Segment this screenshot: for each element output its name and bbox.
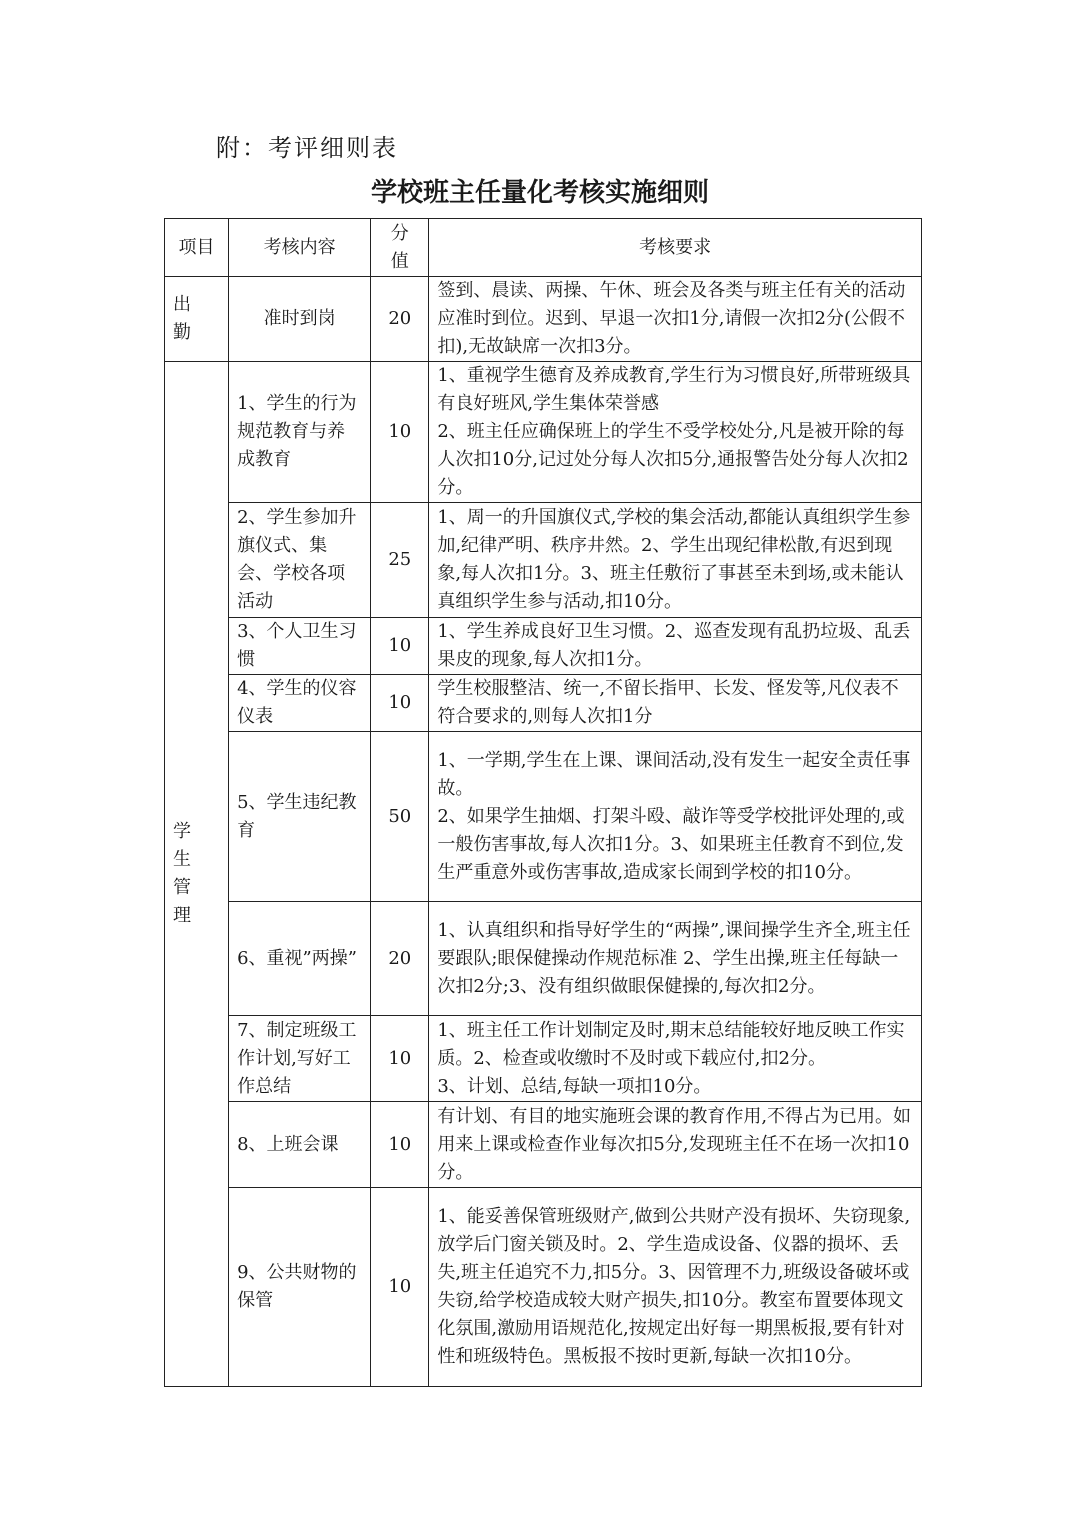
header-content: 考核内容 <box>229 219 371 277</box>
score-cell: 10 <box>371 1188 429 1387</box>
score-cell: 20 <box>371 277 429 362</box>
requirement-cell <box>429 618 922 675</box>
table-row <box>165 362 922 503</box>
requirement-paragraph: 1、班主任工作计划制定及时,期末总结能较好地反映工作实质。2、检查或收缴时不及时或下载应付,扣2分。 <box>437 1019 905 1069</box>
requirement-paragraph: 3、计划、总结,每缺一项扣10分。 <box>437 1075 712 1097</box>
item-cell: 出勤 <box>165 277 229 362</box>
score-cell: 10 <box>371 1102 429 1188</box>
table-row <box>165 902 922 1016</box>
score-cell: 10 <box>371 1016 429 1102</box>
content-cell: 7、制定班级工作计划,写好工作总结 <box>229 1016 371 1102</box>
table-row <box>165 277 922 362</box>
requirement-paragraph: 2、班主任应确保班上的学生不受学校处分,凡是被开除的每人次扣10分,记过处分每人次扣5分,通报警告处分每人次扣2分。 <box>437 421 909 498</box>
document-title: 学校班主任量化考核实施细则 <box>370 178 709 208</box>
score-cell: 25 <box>371 503 429 618</box>
table-row <box>165 618 922 675</box>
requirement-paragraph: 1、认真组织和指导好学生的“两操”,课间操学生齐全,班主任要跟队;眼保健操动作规范标准 2、学生出操,班主任每缺一次扣2分;3、没有组织做眼保健操的,每次扣2分。 <box>437 919 911 997</box>
table-row <box>165 675 922 732</box>
requirement-cell <box>429 675 922 732</box>
score-cell: 50 <box>371 732 429 902</box>
requirement-cell <box>429 1016 922 1102</box>
attachment-label: 附：考评细则表 <box>216 134 398 162</box>
requirement-paragraph: 1、一学期,学生在上课、课间活动,没有发生一起安全责任事故。 <box>437 749 911 799</box>
table-row <box>165 732 922 902</box>
requirement-cell <box>429 732 922 902</box>
requirement-cell <box>429 277 922 362</box>
requirement-paragraph: 2、如果学生抽烟、打架斗殴、敲诈等受学校批评处理的,或一般伤害事故,每人次扣1分。3、如果班主任教育不到位,发生严重意外或伤害事故,造成家长闹到学校的扣10分。 <box>437 805 905 883</box>
item-cell: 学生管理 <box>165 362 229 1387</box>
table-header-row <box>165 219 922 277</box>
requirement-paragraph: 学生校服整洁、统一,不留长指甲、长发、怪发等,凡仪表不符合要求的,则每人次扣1分 <box>437 678 899 727</box>
requirement-cell <box>429 362 922 503</box>
content-cell: 8、上班会课 <box>229 1102 371 1188</box>
table-row <box>165 1016 922 1102</box>
score-cell: 20 <box>371 902 429 1016</box>
requirement-paragraph: 签到、晨读、两操、午休、班会及各类与班主任有关的活动应准时到位。迟到、早退一次扣1分,请假一次扣2分(公假不扣),无故缺席一次扣3分。 <box>437 280 906 357</box>
requirement-cell <box>429 1102 922 1188</box>
header-item: 项目 <box>165 219 229 277</box>
header-score: 分值 <box>371 219 429 277</box>
table-row <box>165 1102 922 1188</box>
requirement-cell <box>429 1188 922 1387</box>
content-cell: 准时到岗 <box>229 277 371 362</box>
requirement-paragraph: 1、周一的升国旗仪式,学校的集会活动,都能认真组织学生参加,纪律严明、秩序井然。2、学生出现纪律松散,有迟到现象,每人次扣1分。3、班主任敷衍了事甚至未到场,或未能认真组织学生参与活动,扣10分。 <box>437 507 911 612</box>
table-row <box>165 1188 922 1387</box>
header-requirement: 考核要求 <box>429 219 922 277</box>
content-cell: 5、学生违纪教育 <box>229 732 371 902</box>
content-cell: 1、学生的行为规范教育与养成教育 <box>229 362 371 503</box>
content-cell: 2、学生参加升旗仪式、集会、学校各项活动 <box>229 503 371 618</box>
table-body <box>165 277 922 1387</box>
requirement-paragraph: 1、学生养成良好卫生习惯。2、巡查发现有乱扔垃圾、乱丢果皮的现象,每人次扣1分。 <box>437 621 911 670</box>
requirement-paragraph: 1、重视学生德育及养成教育,学生行为习惯良好,所带班级具有良好班风,学生集体荣誉感 <box>437 365 911 414</box>
content-cell: 3、个人卫生习惯 <box>229 618 371 675</box>
assessment-table <box>164 218 922 1387</box>
table-row <box>165 503 922 618</box>
score-cell: 10 <box>371 675 429 732</box>
requirement-cell <box>429 503 922 618</box>
score-cell: 10 <box>371 618 429 675</box>
content-cell: 4、学生的仪容仪表 <box>229 675 371 732</box>
requirement-paragraph: 有计划、有目的地实施班会课的教育作用,不得占为已用。如用来上课或检查作业每次扣5分,发现班主任不在场一次扣10分。 <box>437 1105 912 1183</box>
requirement-paragraph: 1、能妥善保管班级财产,做到公共财产没有损坏、失窃现象,放学后门窗关锁及时。2、学生造成设备、仪器的损坏、丢失,班主任追究不力,扣5分。3、因管理不力,班级设备破坏或失窃,给学校造成较大财产损失,扣10分。教室布置要体现文化氛围,激励用语规范化,按规定出好每一期黑板报,要有针对性和班级特色。黑板报不按时更新,每缺一次扣10分。 <box>437 1206 911 1367</box>
content-cell: 9、公共财物的保管 <box>229 1188 371 1387</box>
requirement-cell <box>429 902 922 1016</box>
content-cell: 6、重视”两操” <box>229 902 371 1016</box>
score-cell: 10 <box>371 362 429 503</box>
